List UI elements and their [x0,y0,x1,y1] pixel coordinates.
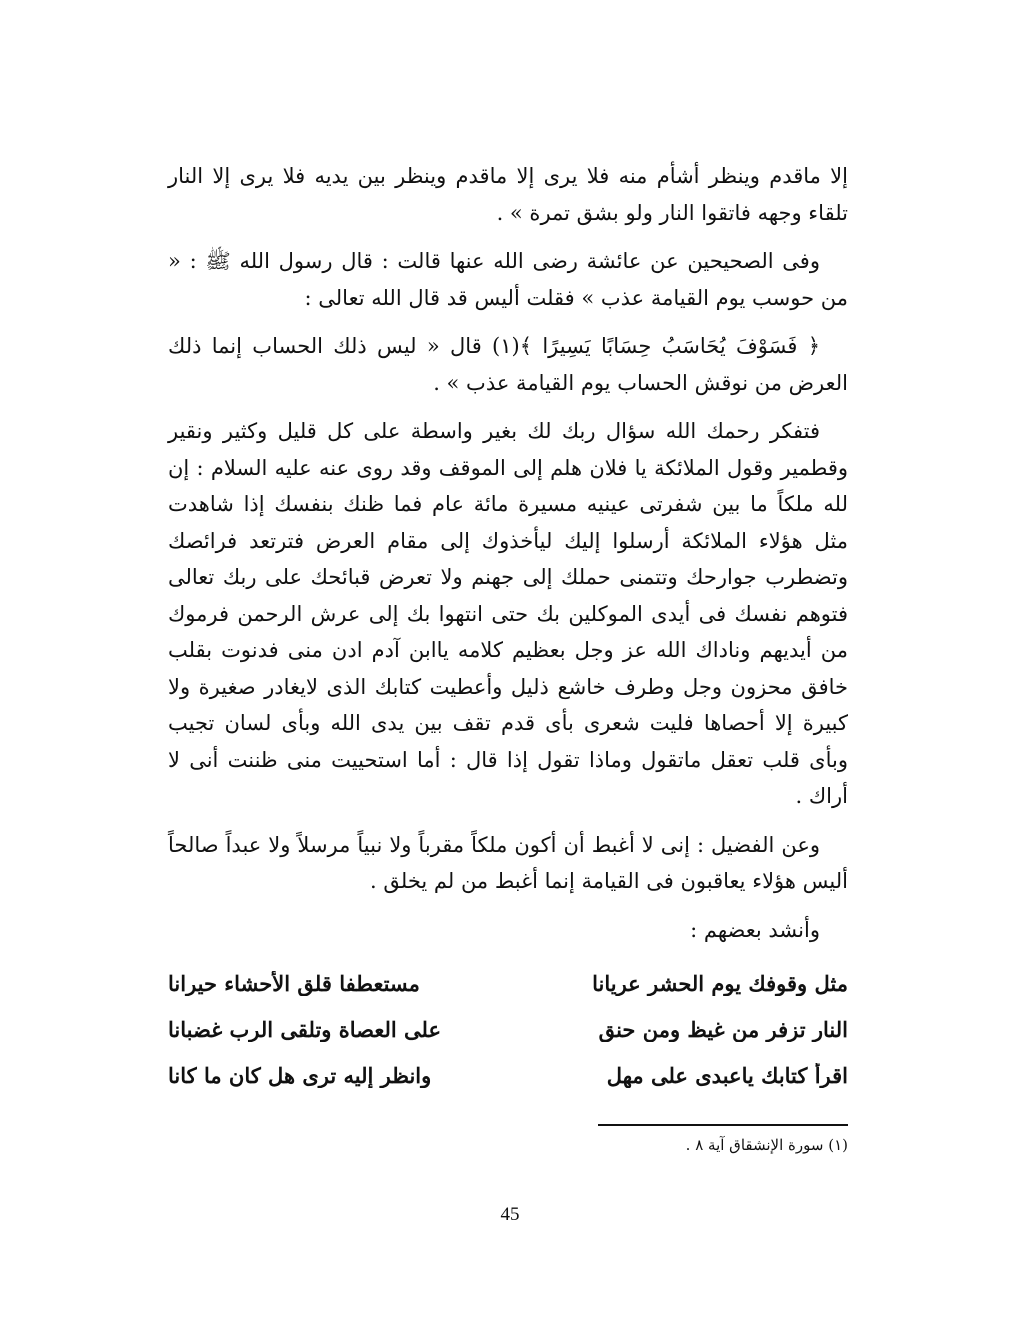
paragraph: ﴿ فَسَوْفَ يُحَاسَبُ حِسَابًا يَسِيرًا ﴾(١) قال « ليس ذلك الحساب إنما ذلك العرض من نوقش الحساب يوم القيامة عذب » . [168,334,848,395]
verse-intro: وأنشد بعضهم : [690,917,820,942]
paragraph: وفى الصحيحين عن عائشة رضى الله عنها قالت : قال رسول الله ﷺ : « من حوسب يوم القيامة عذب » فقلت أليس قد قال الله تعالى : [168,249,848,310]
footnote-divider [598,1124,848,1126]
paragraph: فتفكر رحمك الله سؤال ربك لك بغير واسطة على كل قليل وكثير ونقير وقطمير وقول الملائكة يا فلان هلم إلى الموقف وقد روى عنه عليه السلام : إن لله ملكاً ما بين شفرتى عينيه مسيرة مائة عام فما ظنك بنفسك إذا شاهدت مثل هؤلاء الملائكة أرسلوا إليك ليأخذوك إلى مقام العرض فترتعد فرائصك وتضطرب جوارحك وتتمنى حملك إلى جهنم ولا تعرض قبائحك على ربك تعالى فتوهم نفسك فى أيدى الموكلين بك حتى انتهوا بك إلى عرش الرحمن فرموك من أيديهم وناداك الله عز وجل بعظيم كلامه ياابن آدم ادن منى فدنوت بقلب خافق محزون وجل وطرف خاشع ذليل وأعطيت كتابك الذى لايغادر صغيرة ولا كبيرة إلا أحصاها فليت شعرى بأى قدم تقف بين يدى الله وبأى لسان تجيب وبأى قلب تعقل ماتقول وماذا تقول إذا قال : أما استحييت منى ظننت أنى لا أراك . [168,419,848,808]
poem-verse [168,1052,848,1098]
paragraph: إلا ماقدم وينظر أشأم منه فلا يرى إلا ماقدم وينظر بين يديه فلا يرى إلا النار تلقاء وجهه فاتقوا النار ولو بشق تمرة » . [168,164,848,225]
page-number: 45 [500,1204,520,1225]
verse-first-hemistich: مثل وقوفك يوم الحشر عريانا [592,970,848,996]
poem-verse [168,1006,848,1052]
poem [168,960,848,1098]
verse-first-hemistich: اقرأ كتابك ياعبدى على مهل [606,1062,848,1088]
verse-second-hemistich: وانظر إليه ترى هل كان ما كانا [168,1062,432,1088]
paragraph: وعن الفضيل : إنى لا أغبط أن أكون ملكاً مقرباً ولا نبياً مرسلاً ولا عبداً صالحاً أليس هؤلاء يعاقبون فى القيامة إنما أغبط من لم يخلق . [168,832,848,893]
footnote: (١) سورة الإنشقاق آية ٨ . [685,1136,848,1154]
verse-second-hemistich: مستعطفا قلق الأحشاء حيرانا [168,970,420,996]
verse-second-hemistich: على العصاة وتلقى الرب غضبانا [168,1016,442,1042]
main-text [168,158,848,954]
verse-first-hemistich: النار تزفر من غيظ ومن حنق [598,1016,848,1042]
poem-verse [168,960,848,1006]
